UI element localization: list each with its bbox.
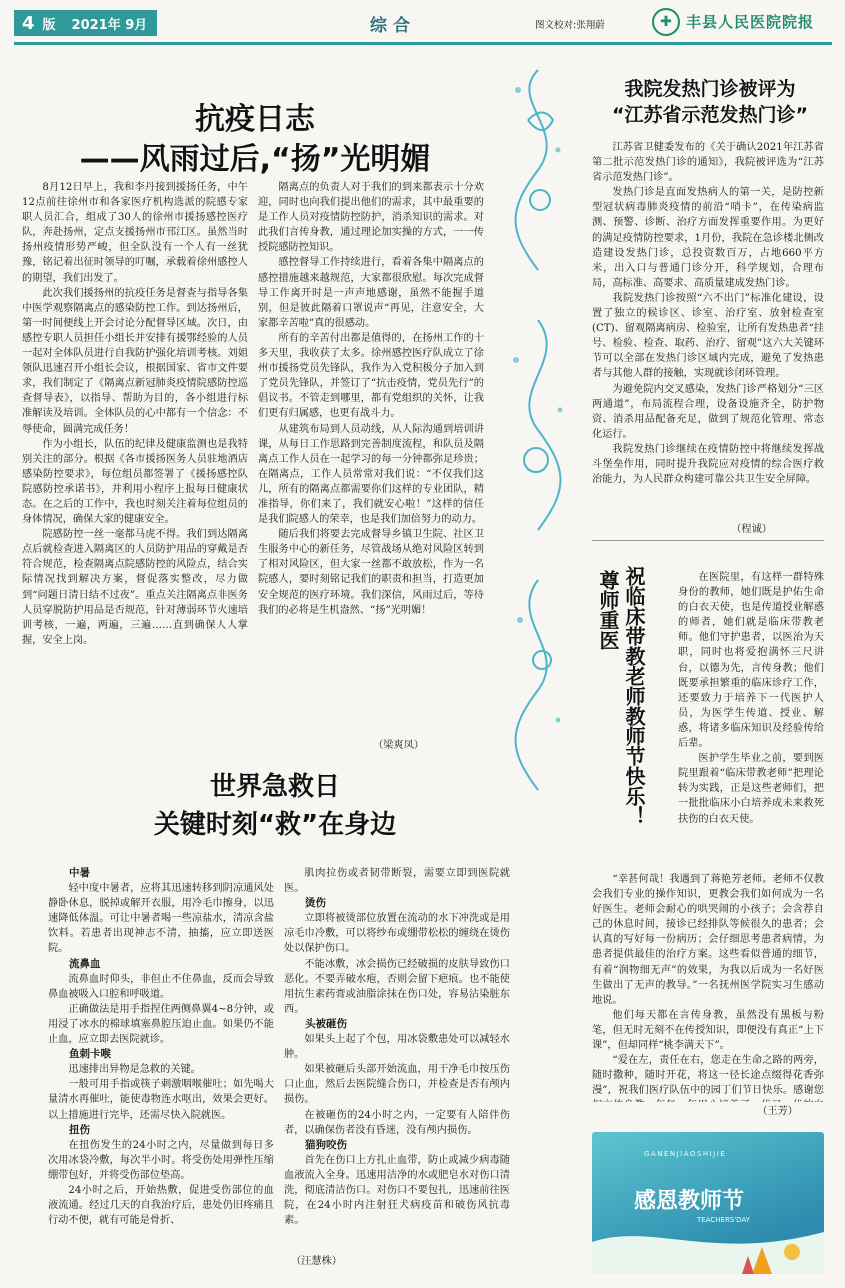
paragraph: 轻中度中暑者，应将其迅速转移到阴凉通风处静卧休息，脱掉或解开衣服，用冷毛巾擦身，以迅速降低体温。可让中暑者喝一些凉盐水，清凉含盐饮料。若患者出现神志不清，抽搐，应立即送医院。 (48, 883, 274, 955)
teachers-day-poster (592, 1132, 824, 1274)
article4-title-col1: 尊师重医 (596, 570, 620, 650)
proofreader-credit: 图文校对:张翔蔚 (535, 20, 605, 31)
article2-column-2 (284, 866, 510, 1256)
paragraph: 发热门诊是直面发热病人的第一关，是防控新型冠状病毒肺炎疫情的前沿“哨卡”，在传染病监测、预警、诊断、治疗方面发挥重要作用。为更好的满足疫情防控要求，1月份，我院在急诊楼北侧改造建设发热门诊，总投资数百万，占地660平方米，出入口与普通门诊分开，科学规划，合理布局，高标准、高要求、高质量建成发热门诊。 (592, 187, 824, 289)
article1-author: （梁爽凤） (373, 740, 424, 751)
article2-column-1 (48, 866, 274, 1280)
paragraph: 8月12日早上，我和李丹接到援扬任务，中午12点前往徐州市和各家医疗机构选派的院感专家职人员汇合，组成了30人的徐州市援扬感控医疗队，奔赴扬州，定点支援扬州市邗江区。虽然当时扬州疫情形势严峻，但全队没有一个人有一丝犹豫，铭记着出征时领导的叮嘱，承载着徐州感控人的期望，我们出发了。 (22, 182, 248, 284)
page-number: 4 (22, 12, 35, 34)
paragraph: 不能冰敷，冰会损伤已经破损的皮肤导致伤口恶化。不要弄破水疱，否则会留下疤痕。也不能使用抗生素药膏或油脂涂抹在伤口处，容易沾染脏东西。 (284, 958, 510, 1015)
masthead (0, 0, 845, 44)
paragraph: 医护学生毕业之前，要到医院里跟着“临床带教老师”把理论转为实践，正是这些老师们，把一批批临床小白培养成未来救死扶伤的白衣天使。 (678, 753, 824, 825)
paragraph: 立即将被烫部位放置在流动的水下冲洗或是用凉毛巾冷敷，可以将纱布或绷带松松的缠绕在烫伤处以保护伤口。 (284, 913, 510, 955)
article3-author: （程诚） (731, 524, 772, 535)
paragraph: 我院发热门诊继续在疫情防控中将继续发挥战斗堡垒作用，同时提升我院应对疫情的综合医疗救治能力，为人民群众构建可靠公共卫生安全屏障。 (592, 443, 824, 486)
article4-author: （王芳） (757, 1106, 798, 1117)
page-suffix: 版 (42, 17, 56, 33)
article2-title-line2: 关键时刻“救”在身边 (153, 810, 397, 840)
hospital-logo-icon: ✚ (652, 8, 680, 36)
paragraph: 迅速排出异物是急救的关键。 (68, 1064, 201, 1076)
paragraph: 此次我们援扬州的抗疫任务是督查与指导各集中医学观察隔离点的感染防控工作。到达扬州后，第一时间便线上开会讨论分配督导区域。次日，由感控专职人员担任小组长并安排有援鄂经验的人员一起对全体队员进行自我防护强化培训考核。刘姐领队迅速召开小组长会议，根据国家、省市文件要求，我们制定了《隔离点新冠肺炎疫情院感防控巡查督导表》，以指导、帮助为目的，各小组进行标准解读及培训。全体队员的心中都有一个信念：不辱使命，圆满完成任务！ (22, 287, 248, 435)
paragraph: 他们每天都在言传身教，虽然没有黑板与粉笔，但无时无刻不在传授知识，即便没有真正“上下课”，但却同样“桃李满天下”。 (592, 1009, 824, 1052)
paragraph: “爱在左，责任在右，您走在生命之路的两旁，随时撒种，随时开花，将这一径长途点缀得花香弥漫”，祝我们医疗队伍中的园丁们节日快乐。感谢您 (592, 1055, 824, 1097)
article3-title-line1: 我院发热门诊被评为 (624, 78, 796, 100)
issue-box (14, 10, 157, 36)
paragraph: 流鼻血时仰头，非但止不住鼻血，反而会导致鼻血被吸入口腔和呼吸道。 (48, 973, 274, 1000)
decorative-swirl-icon (498, 60, 578, 800)
paragraph: 江苏省卫健委发布的《关于确认2021年江苏省第二批示范发热门诊的通知》，我院被评选为“江苏省示范发热门诊”。 (592, 142, 824, 184)
paragraph: 随后我们将要去完成督导乡镇卫生院、社区卫生服务中心的新任务，尽管战场从绝对风险区转到了相对风险区，但大家一丝都不敢放松，作为一名院感人，要时刻铭记我们的职责和担当，打造更加安全规范的医疗环境。我们深信，风雨过后，等待我们的必将是生机盎然、“扬”光明媚！ (258, 529, 484, 616)
issue-date: 2021年 9月 (71, 17, 148, 33)
paragraph: 所有的辛苦付出都是值得的，在扬州工作的十多天里，我收获了太多。徐州感控医疗队成立了徐州市援扬党员先锋队，我作为入党积极分子加入到了党员先锋队，并签订了“抗击疫情，党员先行”的倡议书。不管走到哪里，都有党组织的关怀，让我们更有归属感，也更有战斗力。 (258, 332, 484, 420)
paragraph: 从建筑布局到人员动线，从人际沟通到培训讲课，从每日工作思路到完善制度流程，和队员及隔离点工作人员在一起学习的每一分钟都弥足珍贵；在隔离点，工作人员常常对我们说：“不仅我们这儿，所有的隔离点都需要你们这样的专业团队，精准指导，你们来了，我们就安心啦！”这样的信任是我们院感人的荣幸，也是我们加倍努力的动力。 (258, 423, 484, 526)
paragraph: 24小时之后，开始热敷，促进受伤部位的血液流通。经过几天的自我治疗后，患处仍旧疼痛且行动不便，就有可能是骨折、 (48, 1184, 274, 1227)
subheading: 流鼻血 (69, 957, 101, 970)
poster-title: 感恩教师节 (634, 1189, 745, 1214)
poster-english: TEACHERS'DAY (697, 1216, 750, 1224)
article1-column-1 (22, 180, 248, 776)
subheading: 猫狗咬伤 (305, 1138, 347, 1151)
paragraph: 在扭伤发生的24小时之内，尽量做到每日多次用冰袋冷敷，每次半小时。将受伤处用弹性压缩绷带包好，并将受伤部位垫高。 (48, 1139, 274, 1181)
paragraph: 首先在伤口上方扎止血带，防止或减少病毒随血液流入全身。迅速用洁净的水或肥皂水对伤口清洗，彻底清洁伤口。对伤口不要包扎，迅速前往医院，在24小时内注射狂犬病疫苗和破伤风抗毒素。 (284, 1154, 510, 1227)
paragraph: 在被砸伤的24小时之内，一定要有人陪伴伤者，以确保伤者没有昏迷，没有颅内损伤。 (284, 1109, 510, 1136)
paragraph: 在医院里，有这样一群特殊身份的教师，她们既是护佑生命的白衣天使，也是传道授业解惑的师者，她们就是临床带教老师。他们守护患者，以医治为天职，同时也将爱抱满怀三尺讲台，以德为先，言传身教；他们既要承担繁重的临床诊疗工作，还要致力于培养下一代医护人员，为医学生传道、授业、解惑，将诸多临床知识及经验传给后辈。 (678, 572, 824, 750)
paragraph: 我院发热门诊按照“六不出门”标准化建设，设置了独立的候诊区、诊室、治疗室、放射检查室(CT)、留观隔离病房、检验室，让所有发热患者“挂号、检验、检查、取药、治疗、留观”这六大关键环节可以全部在发热门诊区域内完成，避免了发热患者与其他人群的接触，实现就诊闭环管理。 (592, 292, 824, 380)
paragraph: 作为小组长，队伍的纪律及健康监测也是我特别关注的部分。根据《各市援扬医务人员驻地酒店感染防控要求》，每位组员都签署了《援扬感控队院感防控承诺书》，并利用小程序上报每日健康状态。在之后的工作中，我也时刻关注着每位组员的身体情况，确保大家的健康安全。 (22, 438, 248, 526)
paragraph: “幸甚何哉！我遇到了蒋艳芳老师。老师不仅教会我们专业的操作知识，更教会我们如何成为一名好医生。老师会耐心的哄哭闹的小孩子；会含荐自己的休息时间，接诊已经排队等候很久的患者；会认真的写好每一份病历；会仔细思考患者病情，为患者提供最佳的治疗方案。这些看似普通的细节，有着“润物细无声”的效果，为我以后成为一名好医生做出了无声的教导。”一名抚州医学院实习生感动地说。 (592, 874, 824, 1006)
article1-title (20, 100, 490, 180)
article4-title-col2: 祝临床带教老师教师节快乐！ (622, 566, 646, 826)
paragraph: 如果头上起了个包，用冰袋敷患处可以减轻水肿。 (284, 1034, 510, 1061)
paragraph: 感控督导工作持续进行，看着各集中隔离点的感控措施越来越规范，大家都很欣慰。每次完成督导工作离开时是一声声地感谢，虽然不能握手道别，但是彼此隔着口罩说声“再见，注意安全，大家都辛苦啦”真的很感动。 (258, 257, 484, 329)
article3-title-line2: “江苏省示范发热门诊” (612, 104, 808, 126)
article2-title-line1: 世界急救日 (209, 772, 340, 802)
article4-body-top (678, 570, 824, 872)
subheading: 头被砸伤 (305, 1017, 347, 1030)
article1-column-2 (258, 180, 484, 736)
paragraph: 正确做法是用手指捏住两侧鼻翼4~8分钟，或用浸了冰水的棉球填塞鼻腔压迫止血。如果仍不能止血，应立即去医院就诊。 (48, 1003, 274, 1046)
article2-title (60, 768, 490, 844)
article4-body-bottom (592, 872, 824, 1102)
paragraph: 如果被砸后头部开始流血，用干净毛巾按压伤口止血，然后去医院缝合伤口，并检查是否有颅内损伤。 (284, 1064, 510, 1106)
article2-author: （汪慧株） (291, 1256, 342, 1267)
paragraph: 一般可用手指或筷子刺激咽喉催吐；如先喝大量清水再催吐，能使毒物连水呕出，效果会更好。以上措施进行完毕，还需尽快入院就医。 (48, 1079, 274, 1121)
paper-name: 丰县人民医院院报 (686, 13, 815, 31)
subheading: 鱼刺卡喉 (69, 1048, 111, 1061)
article3-body (592, 140, 824, 524)
paragraph: 肌肉拉伤或者韧带断裂，需要立即到医院就医。 (284, 868, 510, 895)
section-label: 综合 (370, 16, 416, 36)
poster-pinyin: GANENJIAOSHIJIE (644, 1150, 727, 1158)
subheading: 扭伤 (69, 1123, 90, 1136)
article1-title-line2: ——风雨过后,“扬”光明媚 (79, 142, 431, 177)
paragraph: 为避免院内交叉感染，发热门诊严格划分“三区两通道”，布局流程合理，设备设施齐全，防护物资、消杀用品配备充足，做到了规范化管理、常态化运行。 (592, 383, 824, 440)
subheading: 烫伤 (305, 897, 326, 910)
paragraph: 院感防控一丝一毫都马虎不得。我们到达隔离点后就检查进入隔离区的人员防护用品的穿戴是否符合规范，检查隔离点院感防控的风险点，结合实际情况找到解决方案，督促落实整改，尽力做到“问题日清日结不过夜”。重点关注隔离点非医务人员穿脱防护用品是否规范，针对薄弱环节火速培训考核，一遍，两遍，三遍……直到确保人人掌握，安全上岗。 (22, 529, 248, 646)
article1-title-line1: 抗疫日志 (195, 102, 315, 137)
masthead-rule (14, 42, 832, 45)
article3-title (590, 76, 830, 128)
divider (592, 540, 824, 541)
subheading: 中暑 (69, 867, 90, 879)
paragraph: 隔离点的负责人对于我们的到来都表示十分欢迎，同时也向我们提出他们的需求，其中最重要的是工作人员对疫情防控防护，消杀知识的需求。对此我们言传身教，通过理论加实操的方式，一一传授院感防控知识。 (258, 182, 484, 254)
